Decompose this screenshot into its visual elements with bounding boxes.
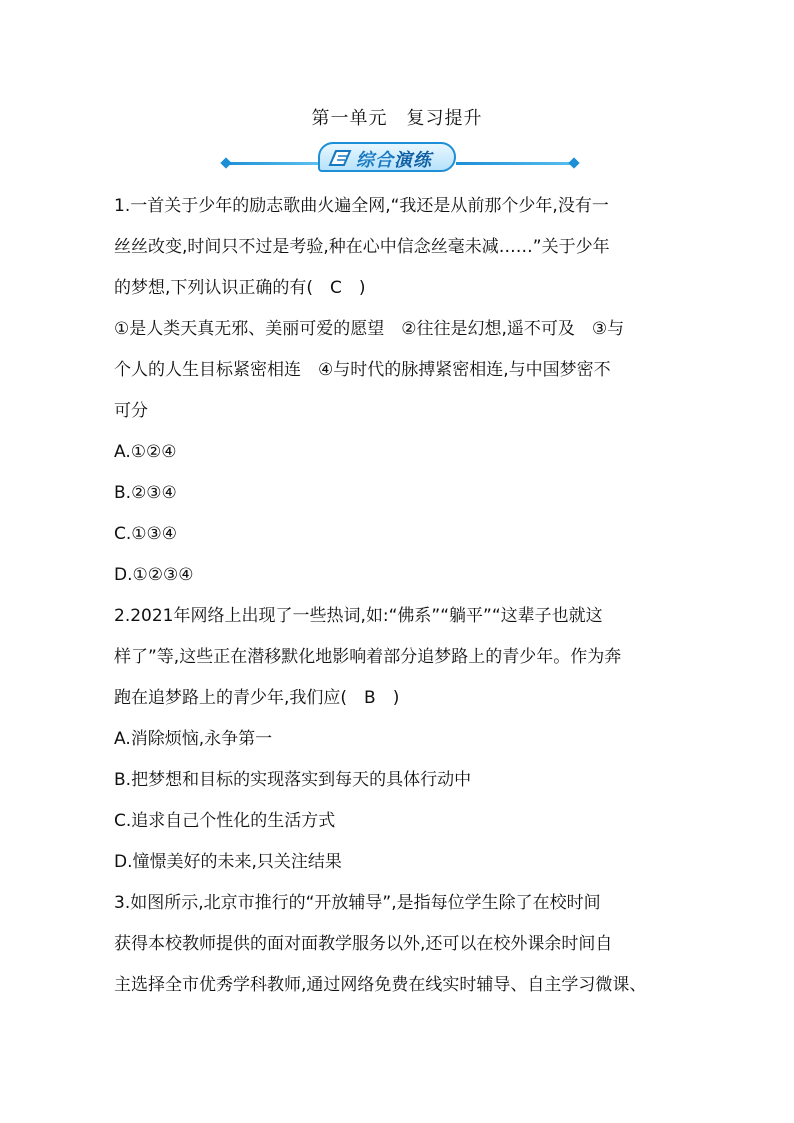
text-line: 3.如图所示,北京市推行的“开放辅导”,是指每位学生除了在校时间 [114,893,601,913]
question-content [114,186,686,1006]
text-line: 个人的人生目标紧密相连 ④与时代的脉搏紧密相连,与中国梦密不 [114,360,611,380]
text-line: 可分 [114,401,148,421]
text-line: 1.一首关于少年的励志歌曲火遍全网,“我还是从前那个少年,没有一 [114,196,609,216]
option-line: B.②③④ [114,483,177,503]
option-line: D.①②③④ [114,565,194,585]
text-line: 获得本校教师提供的面对面教学服务以外,还可以在校外课余时间自 [114,934,613,954]
banner-dot-right [568,157,579,168]
banner-dot-left [220,157,231,168]
option-line: A.①②④ [114,442,177,462]
section-banner [222,140,578,174]
option-line: C.①③④ [114,524,177,544]
banner-divider-left [222,162,318,165]
text-line: 的梦想,下列认识正确的有( C ) [114,278,366,298]
banner-divider-right [456,162,578,165]
text-line: 2.2021年网络上出现了一些热词,如:“佛系”“躺平”“这辈子也就这 [114,606,603,626]
banner-title: 综合演练 [356,150,432,171]
text-line: 丝丝改变,时间只不过是考验,种在心中信念丝毫未减……”关于少年 [114,237,610,257]
option-line: A.消除烦恼,永争第一 [114,729,273,749]
pencil-flag-icon [328,147,354,169]
option-line: B.把梦想和目标的实现落实到每天的具体行动中 [114,770,472,790]
option-line: D.憧憬美好的未来,只关注结果 [114,852,342,872]
text-line: 主选择全市优秀学科教师,通过网络免费在线实时辅导、自主学习微课、 [114,975,647,995]
banner-badge [318,142,456,172]
text-line: 跑在追梦路上的青少年,我们应( B ) [114,688,400,708]
page-title: 第一单元 复习提升 [311,108,483,129]
text-line: ①是人类天真无邪、美丽可爱的愿望 ②往往是幻想,遥不可及 ③与 [114,319,625,339]
option-line: C.追求自己个性化的生活方式 [114,811,336,831]
text-line: 样了”等,这些正在潜移默化地影响着部分追梦路上的青少年。作为奔 [114,647,622,667]
